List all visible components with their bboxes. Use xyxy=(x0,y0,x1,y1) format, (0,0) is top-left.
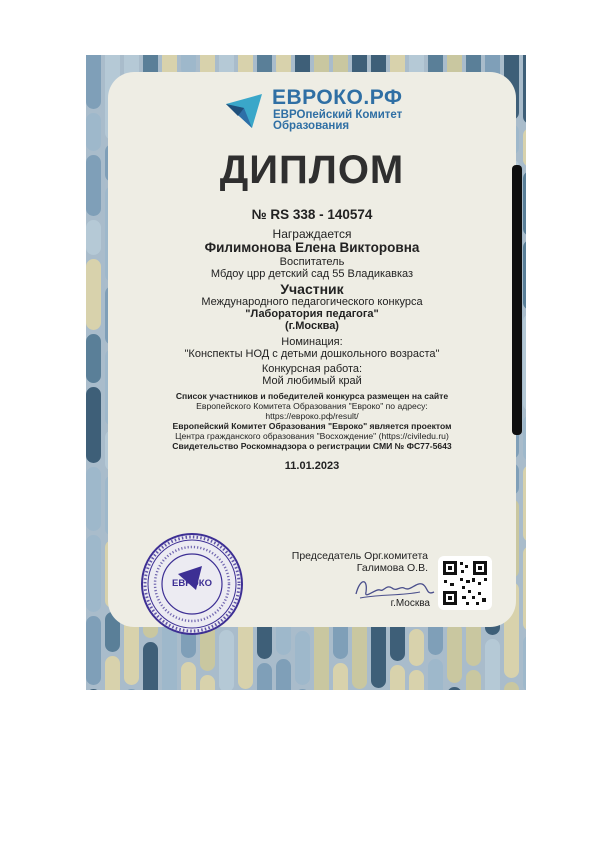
brand-subtitle-line2: Образования xyxy=(273,120,350,132)
border-stripe xyxy=(86,467,101,531)
border-stripe xyxy=(181,662,196,690)
border-stripe xyxy=(105,656,120,690)
scrollbar[interactable] xyxy=(512,165,522,435)
border-stripe xyxy=(276,659,291,690)
border-stripe xyxy=(466,670,481,690)
brand-name: ЕВРОКО.РФ xyxy=(272,86,403,109)
border-stripe xyxy=(409,629,424,666)
border-stripe xyxy=(124,689,139,690)
border-stripe xyxy=(86,387,101,463)
border-stripe xyxy=(485,639,500,690)
info-line: Список участников и победителей конкурса размещен на сайте xyxy=(175,391,449,401)
diploma-date: 11.01.2023 xyxy=(284,460,340,472)
border-stripe xyxy=(409,670,424,690)
signature-city: г.Москва xyxy=(390,598,430,609)
border-stripe xyxy=(86,334,101,383)
signature-role: Председатель Орг.комитета xyxy=(291,550,428,562)
info-block xyxy=(108,391,516,451)
border-stripe xyxy=(86,113,101,151)
info-line: Европейского Комитета Образования "Евроко" по адресу: xyxy=(196,401,428,411)
border-stripe xyxy=(428,659,443,690)
awarded-label: Награждается xyxy=(272,227,352,241)
border-stripe xyxy=(333,663,348,690)
border-stripe xyxy=(523,55,526,124)
info-line: Свидетельство Роскомнадзора о регистрации СМИ № ФС77-5643 xyxy=(172,441,452,451)
qr-code-icon xyxy=(438,556,492,610)
recipient-position: Воспитатель xyxy=(279,256,345,268)
brand-subtitle-line1: ЕВРОпейский Комитет xyxy=(273,109,403,121)
border-stripe xyxy=(295,689,310,690)
border-stripe xyxy=(86,220,101,255)
signature-name: Галимова О.В. xyxy=(356,562,428,574)
border-stripe xyxy=(86,616,101,685)
border-stripe xyxy=(86,55,101,109)
stamp-label: ЕВРОКО xyxy=(172,578,212,589)
border-stripe xyxy=(523,635,526,690)
border-stripe xyxy=(523,415,526,461)
recipient-name: Филимонова Елена Викторовна xyxy=(204,240,420,255)
border-stripe xyxy=(86,689,101,690)
info-line: Центра гражданского образования "Восхождение" (https://civiledu.ru) xyxy=(175,431,449,441)
border-stripe xyxy=(295,631,310,685)
contest-name: "Лаборатория педагога" xyxy=(245,308,379,320)
border-stripe xyxy=(523,465,526,542)
contest-description: Международного педагогического конкурса xyxy=(201,296,423,308)
border-stripe xyxy=(86,259,101,330)
diploma-title: ДИПЛОМ xyxy=(219,148,405,192)
border-stripe xyxy=(143,642,158,690)
signature-block xyxy=(276,550,428,574)
border-stripe xyxy=(523,240,526,310)
border-stripe xyxy=(523,314,526,411)
recipient-organization: Мбдоу црр детский сад 55 Владикавказ xyxy=(210,268,414,280)
border-stripe xyxy=(219,630,234,690)
contest-city: (г.Москва) xyxy=(285,320,339,332)
border-stripe xyxy=(523,171,526,236)
work-label: Конкурсная работа: xyxy=(261,363,363,375)
evroko-logo-icon xyxy=(222,90,266,132)
work-title: Мой любимый край xyxy=(262,375,362,387)
border-stripe xyxy=(257,663,272,690)
border-stripe xyxy=(523,546,526,631)
border-stripe xyxy=(447,687,462,690)
nomination-value: "Конспекты НОД с детьми дошкольного возраста" xyxy=(184,348,440,360)
border-stripe xyxy=(447,623,462,683)
brand-subtitle xyxy=(273,110,433,132)
diploma-number: № RS 338 - 140574 xyxy=(251,207,373,222)
info-line: https://евроко.рф/result/ xyxy=(265,411,359,421)
border-stripe xyxy=(86,535,101,612)
border-stripe xyxy=(390,665,405,690)
border-stripe xyxy=(504,682,519,690)
info-line: Европейский Комитет Образования "Евроко" является проектом xyxy=(172,421,452,431)
border-stripe xyxy=(200,675,215,690)
border-stripe xyxy=(523,128,526,167)
nomination-label: Номинация: xyxy=(281,336,343,348)
qr-code xyxy=(438,556,492,610)
border-stripe xyxy=(86,155,101,216)
participation-status: Участник xyxy=(280,281,344,297)
